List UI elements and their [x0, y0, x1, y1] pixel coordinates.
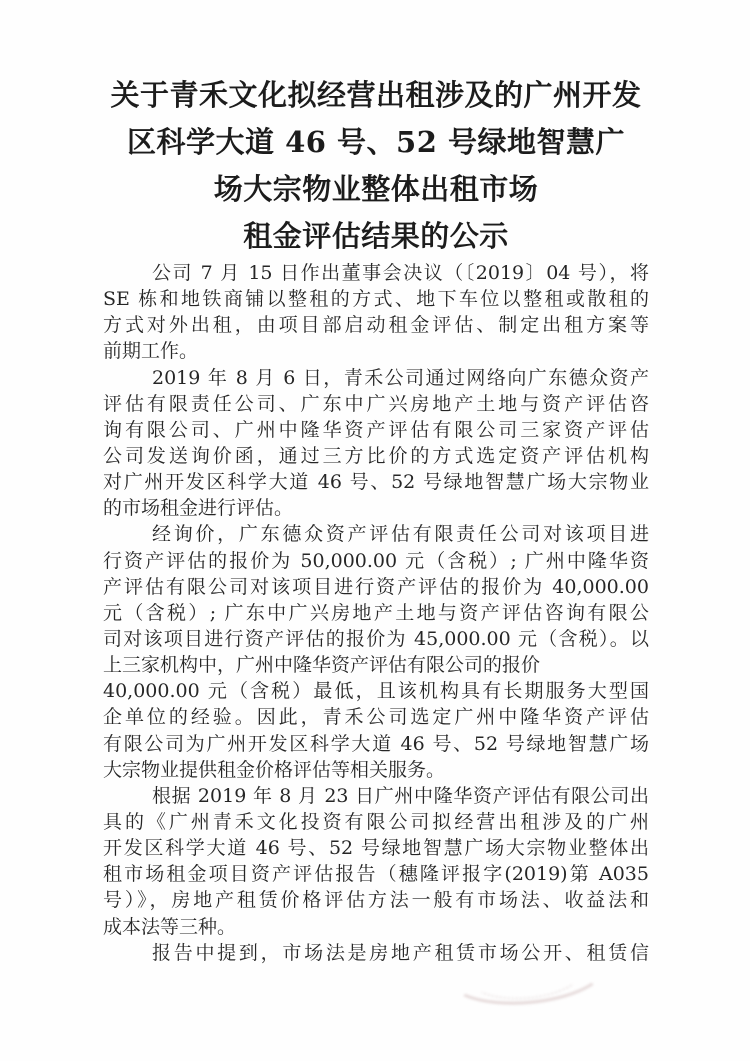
- text-line: 大宗物业提供租金价格评估等相关服务。: [103, 758, 446, 781]
- text-line: 对广州开发区科学大道 46 号、52 号绿地智慧广场大宗物业: [103, 471, 649, 494]
- text-line: 开发区科学大道 46 号、52 号绿地智慧广场大宗物业整体出: [103, 837, 649, 860]
- title-line: 区科学大道 46 号、52 号绿地智慧广: [126, 125, 625, 159]
- title-line: 租金评估结果的公示: [243, 219, 509, 253]
- text-line: 上三家机构中，广州中隆华资产评估有限公司的报价: [103, 654, 541, 677]
- text-line: 公司 7 月 15 日作出董事会决议（〔2019〕04 号），将: [152, 262, 649, 284]
- text-line: 40,000.00 元（含税）最低，且该机构具有长期服务大型国: [103, 680, 649, 703]
- text-line: 前期工作。: [103, 340, 199, 363]
- text-line: 产评估有限公司对该项目进行资产评估的报价为 40,000.00: [103, 575, 649, 598]
- text-line: 行资产评估的报价为 50,000.00 元（含税）; 广州中隆华资: [103, 549, 649, 572]
- paragraph: [103, 940, 649, 966]
- text-line: 2019 年 8 月 6 日，青禾公司通过网络向广东德众资产: [152, 366, 649, 389]
- text-line: 元（含税）; 广东中广兴房地产土地与资产评估咨询有限公: [103, 601, 649, 624]
- document-title: [103, 72, 649, 260]
- text-line: 司对该项目进行资产评估的报价为 45,000.00 元（含税）。以: [103, 627, 649, 650]
- text-line: 成本法等三种。: [103, 915, 237, 938]
- text-line: 有限公司为广州开发区科学大道 46 号、52 号绿地智慧广场: [103, 732, 649, 755]
- paragraph: [103, 783, 649, 940]
- text-line: 经询价，广东德众资产评估有限责任公司对该项目进: [152, 523, 649, 546]
- text-line: 报告中提到，市场法是房地产租赁市场公开、租赁信: [152, 941, 649, 964]
- document-paragraphs: [103, 260, 649, 966]
- title-line: 场大宗物业整体出租市场: [213, 172, 539, 206]
- text-line: 评估有限责任公司、广东中广兴房地产土地与资产评估咨: [103, 392, 649, 415]
- title-line: 关于青禾文化拟经营出租涉及的广州开发: [110, 78, 642, 112]
- text-line: 根据 2019 年 8 月 23 日广州中隆华资产评估有限公司出: [152, 784, 649, 807]
- text-line: 公司发送询价函，通过三方比价的方式选定资产评估机构: [103, 444, 649, 467]
- text-line: 企单位的经验。因此，青禾公司选定广州中隆华资产评估: [103, 706, 649, 729]
- paragraph: [103, 260, 649, 365]
- text-line: SE 栋和地铁商铺以整租的方式、地下车位以整租或散租的: [103, 288, 649, 311]
- paragraph: [103, 521, 649, 782]
- text-line: 具的《广州青禾文化投资有限公司拟经营出租涉及的广州: [103, 810, 649, 833]
- document-content: [103, 72, 649, 966]
- text-line: 的市场租金进行评估。: [103, 497, 294, 520]
- text-line: 号）》，房地产租赁价格评估方法一般有市场法、收益法和: [103, 889, 649, 912]
- text-line: 方式对外出租，由项目部启动租金评估、制定出租方案等: [103, 314, 649, 337]
- text-line: 询有限公司、广州中隆华资产评估有限公司三家资产评估: [103, 418, 649, 441]
- text-line: 租市场租金项目资产评估报告（穗隆评报字(2019)第 A035: [103, 863, 649, 886]
- paragraph: [103, 365, 649, 522]
